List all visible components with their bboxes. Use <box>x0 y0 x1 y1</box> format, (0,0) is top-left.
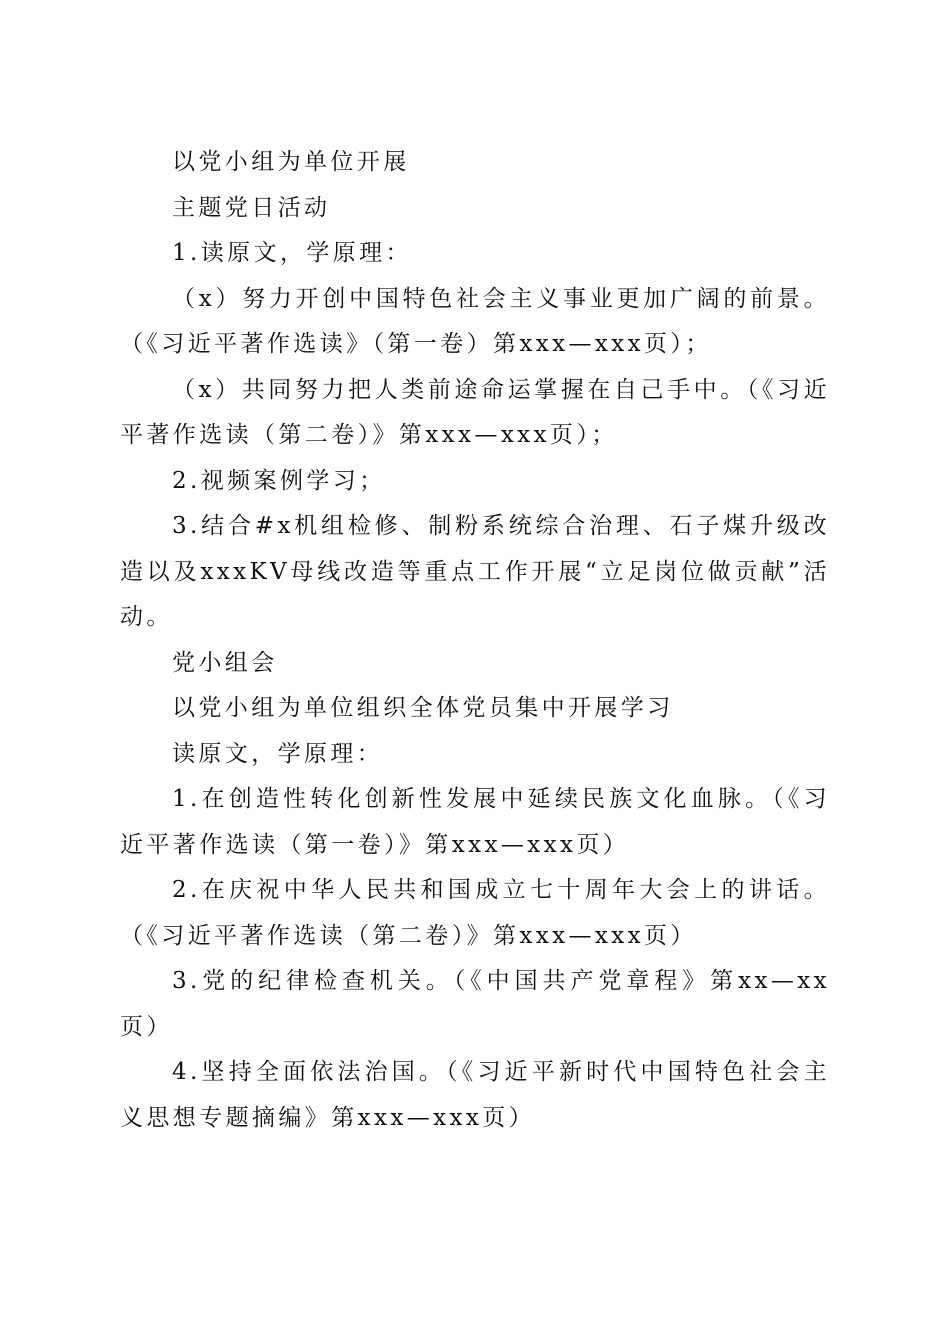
section-subheading: 以党小组为单位组织全体党员集中开展学习 <box>172 695 674 721</box>
section-heading: 党小组会 <box>172 649 278 676</box>
list-item: 3.党的纪律检查机关。（《中国共产党章程》第xx—xx页） <box>120 968 830 1040</box>
list-item: 3.结合#x机组检修、制粉系统综合治理、石子煤升级改造以及xxxKV母线改造等重点工作开展“立足岗位做贡献”活动。 <box>120 513 830 630</box>
list-item: 2.视频案例学习； <box>172 467 386 494</box>
paragraph: 读原文，学原理： <box>172 740 384 767</box>
list-item: 1.在创造性转化创新性发展中延续民族文化血脉。（《习近平著作选读（第一卷）》第xxx—xxx页） <box>120 786 830 858</box>
section-heading: 以党小组为单位开展 <box>172 149 410 175</box>
list-subitem: （x）共同努力把人类前途命运掌握在自己手中。（《习近平著作选读（第二卷）》第xxx—xxx页）； <box>120 376 830 448</box>
section-subheading: 主题党日活动 <box>172 194 331 221</box>
list-subitem: （x）努力开创中国特色社会主义事业更加广阔的前景。（《习近平著作选读》（第一卷）第xxx—xxx页）； <box>120 285 830 357</box>
list-item: 4.坚持全面依法治国。（《习近平新时代中国特色社会主义思想专题摘编》第xxx—xxx页） <box>120 1059 830 1131</box>
list-item: 1.读原文，学原理： <box>172 240 412 266</box>
list-item: 2.在庆祝中华人民共和国成立七十周年大会上的讲话。（《习近平著作选读（第二卷）》第xxx—xxx页） <box>120 877 830 949</box>
document-body <box>120 140 830 1141</box>
